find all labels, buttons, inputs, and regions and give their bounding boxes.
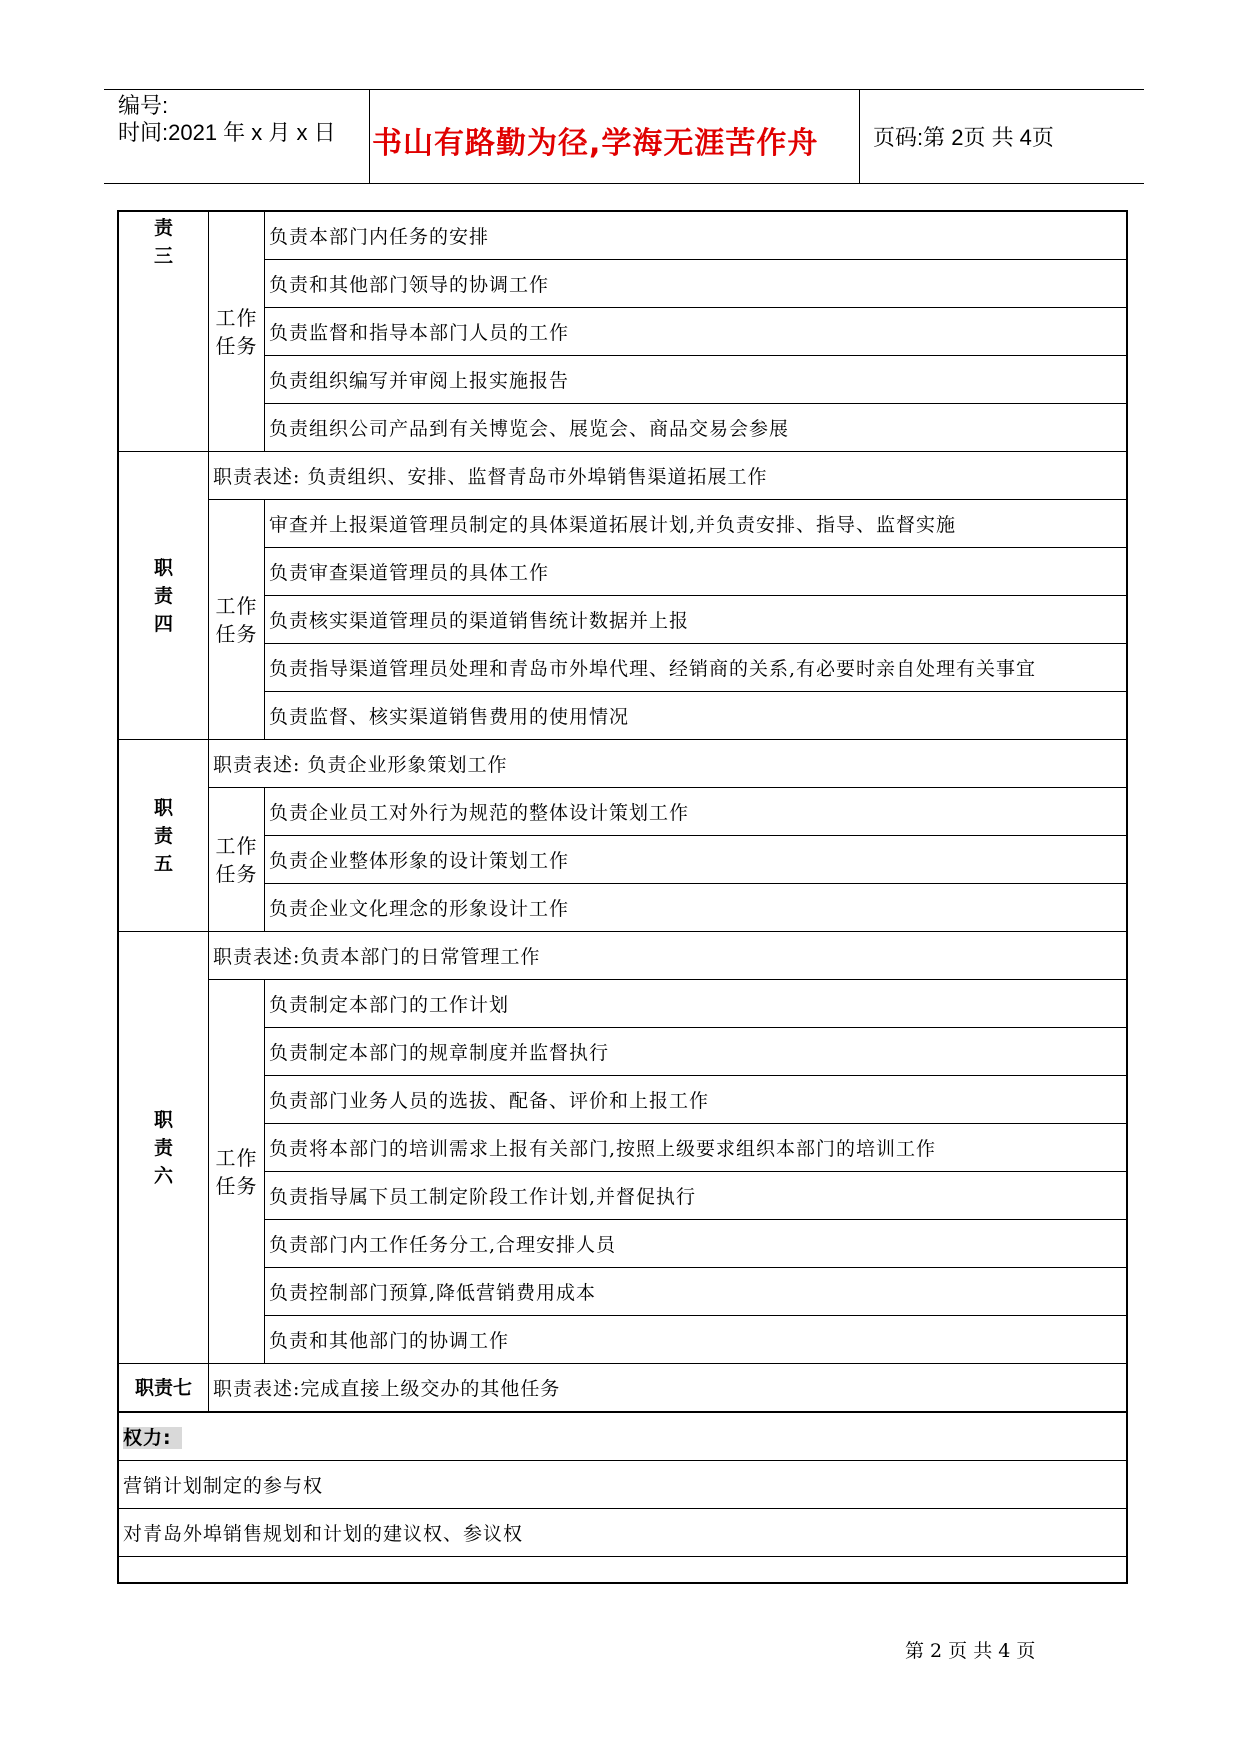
duty-statement-row bbox=[119, 1364, 1127, 1413]
task-row bbox=[119, 596, 1127, 644]
duty-label: 职 责 四 bbox=[119, 452, 209, 740]
header-bottom-rule bbox=[104, 183, 1144, 184]
task-item: 负责将本部门的培训需求上报有关部门,按照上级要求组织本部门的培训工作 bbox=[265, 1124, 1127, 1172]
task-item: 负责企业员工对外行为规范的整体设计策划工作 bbox=[265, 788, 1127, 836]
header-divider-left bbox=[369, 90, 370, 184]
task-item: 负责组织编写并审阅上报实施报告 bbox=[265, 356, 1127, 404]
task-item: 负责部门内工作任务分工,合理安排人员 bbox=[265, 1220, 1127, 1268]
task-category: 工作 任务 bbox=[209, 980, 265, 1364]
duty-label: 职责七 bbox=[119, 1364, 209, 1413]
header-top-rule bbox=[104, 89, 1144, 90]
task-category: 工作 任务 bbox=[209, 788, 265, 932]
motto: 书山有路勤为径,学海无涯苦作舟 bbox=[372, 126, 819, 161]
duty-statement: 职责表述:负责本部门的日常管理工作 bbox=[209, 932, 1127, 980]
task-item: 审查并上报渠道管理员制定的具体渠道拓展计划,并负责安排、指导、监督实施 bbox=[265, 500, 1127, 548]
task-row bbox=[119, 260, 1127, 308]
task-row bbox=[119, 548, 1127, 596]
duty-table bbox=[118, 211, 1127, 1557]
task-row bbox=[119, 1268, 1127, 1316]
duty-statement-row bbox=[119, 740, 1127, 788]
task-item: 负责指导渠道管理员处理和青岛市外埠代理、经销商的关系,有必要时亲自处理有关事宜 bbox=[265, 644, 1127, 692]
task-item: 负责部门业务人员的选拔、配备、评价和上报工作 bbox=[265, 1076, 1127, 1124]
task-row bbox=[119, 884, 1127, 932]
time-label: 时间:2021 年 x 月 x 日 bbox=[118, 120, 336, 145]
power-item: 营销计划制定的参与权 bbox=[119, 1461, 1127, 1509]
task-row bbox=[119, 1124, 1127, 1172]
power-label: 权力: bbox=[123, 1427, 182, 1449]
task-row bbox=[119, 836, 1127, 884]
duty-label: 职 责 六 bbox=[119, 932, 209, 1364]
task-item: 负责企业整体形象的设计策划工作 bbox=[265, 836, 1127, 884]
task-item: 负责企业文化理念的形象设计工作 bbox=[265, 884, 1127, 932]
task-row bbox=[119, 692, 1127, 740]
power-item: 对青岛外埠销售规划和计划的建议权、参议权 bbox=[119, 1509, 1127, 1557]
power-item-row bbox=[119, 1461, 1127, 1509]
duty-statement: 职责表述: 负责组织、安排、监督青岛市外埠销售渠道拓展工作 bbox=[209, 452, 1127, 500]
task-item: 负责组织公司产品到有关博览会、展览会、商品交易会参展 bbox=[265, 404, 1127, 452]
task-item: 负责本部门内任务的安排 bbox=[265, 212, 1127, 260]
page-footer: 第 2 页 共 4 页 bbox=[905, 1640, 1036, 1662]
duty-statement: 职责表述: 负责企业形象策划工作 bbox=[209, 740, 1127, 788]
duty-label: 责 三 bbox=[119, 212, 209, 452]
page-info: 页码:第 2页 共 4页 bbox=[873, 125, 1054, 150]
serial-label: 编号: bbox=[118, 93, 169, 118]
power-header bbox=[119, 1412, 1127, 1461]
task-row bbox=[119, 644, 1127, 692]
task-item: 负责指导属下员工制定阶段工作计划,并督促执行 bbox=[265, 1172, 1127, 1220]
task-row bbox=[119, 1028, 1127, 1076]
duty-label: 职 责 五 bbox=[119, 740, 209, 932]
task-item: 负责监督和指导本部门人员的工作 bbox=[265, 308, 1127, 356]
task-row bbox=[119, 788, 1127, 836]
task-row bbox=[119, 1316, 1127, 1364]
task-item: 负责制定本部门的工作计划 bbox=[265, 980, 1127, 1028]
task-item: 负责控制部门预算,降低营销费用成本 bbox=[265, 1268, 1127, 1316]
task-item: 负责和其他部门的协调工作 bbox=[265, 1316, 1127, 1364]
power-item-row bbox=[119, 1509, 1127, 1557]
task-row bbox=[119, 404, 1127, 452]
power-header-row bbox=[119, 1412, 1127, 1461]
task-row bbox=[119, 500, 1127, 548]
task-row bbox=[119, 980, 1127, 1028]
duty-statement-row bbox=[119, 932, 1127, 980]
header-divider-right bbox=[859, 90, 860, 184]
task-row bbox=[119, 308, 1127, 356]
task-item: 负责核实渠道管理员的渠道销售统计数据并上报 bbox=[265, 596, 1127, 644]
task-item: 负责审查渠道管理员的具体工作 bbox=[265, 548, 1127, 596]
duty-statement: 职责表述:完成直接上级交办的其他任务 bbox=[209, 1364, 1127, 1413]
task-row bbox=[119, 212, 1127, 260]
task-category: 工作 任务 bbox=[209, 212, 265, 452]
task-item: 负责监督、核实渠道销售费用的使用情况 bbox=[265, 692, 1127, 740]
task-row bbox=[119, 1172, 1127, 1220]
task-row bbox=[119, 356, 1127, 404]
task-row bbox=[119, 1220, 1127, 1268]
task-category: 工作 任务 bbox=[209, 500, 265, 740]
task-row bbox=[119, 1076, 1127, 1124]
task-item: 负责制定本部门的规章制度并监督执行 bbox=[265, 1028, 1127, 1076]
duty-statement-row bbox=[119, 452, 1127, 500]
task-item: 负责和其他部门领导的协调工作 bbox=[265, 260, 1127, 308]
